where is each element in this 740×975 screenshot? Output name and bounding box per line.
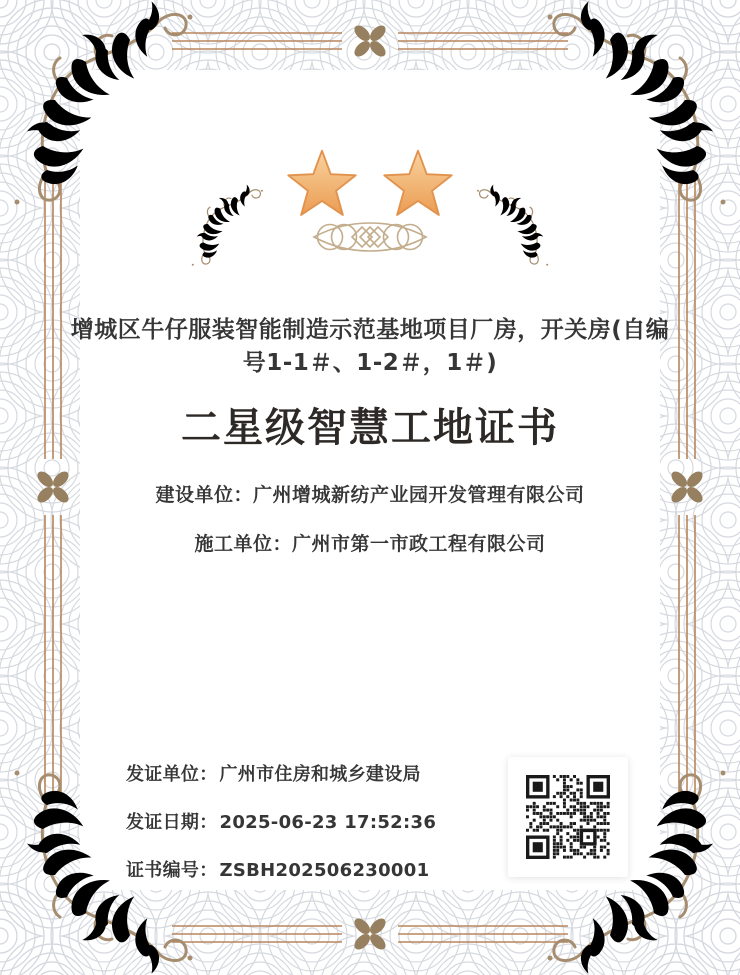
field-value: ZSBH202506230001 [219, 860, 430, 881]
qr-card [508, 757, 628, 877]
field-value: 广州市第一市政工程有限公司 [292, 533, 546, 555]
issuer-row [126, 760, 436, 786]
qr-code [522, 771, 614, 863]
issue-date-row [126, 808, 436, 834]
star-icon [381, 148, 455, 220]
issue-info-block [126, 760, 436, 904]
field-value: 2025-06-23 17:52:36 [219, 812, 437, 833]
field-label: 建设单位： [155, 484, 253, 506]
project-name: 增城区牛仔服装智能制造示范基地项目厂房，开关房(自编号1-1＃、1-2＃，1＃) [70, 317, 670, 376]
certificate-number-row [126, 856, 436, 882]
field-label: 证书编号： [126, 860, 218, 881]
field-label: 发证单位： [126, 764, 218, 785]
field-label: 发证日期： [126, 812, 218, 833]
field-value: 广州市住房和城乡建设局 [219, 764, 421, 785]
star-icon [285, 148, 359, 220]
certificate-title: 二星级智慧工地证书 [181, 405, 559, 451]
star-rating [0, 148, 740, 220]
parties-block [0, 480, 740, 578]
field-label: 施工单位： [194, 533, 292, 555]
knot-ornament-icon [314, 223, 426, 251]
builder-unit-row [0, 529, 740, 556]
field-value: 广州增城新纺产业园开发管理有限公司 [253, 484, 585, 506]
construction-unit-row [0, 480, 740, 507]
